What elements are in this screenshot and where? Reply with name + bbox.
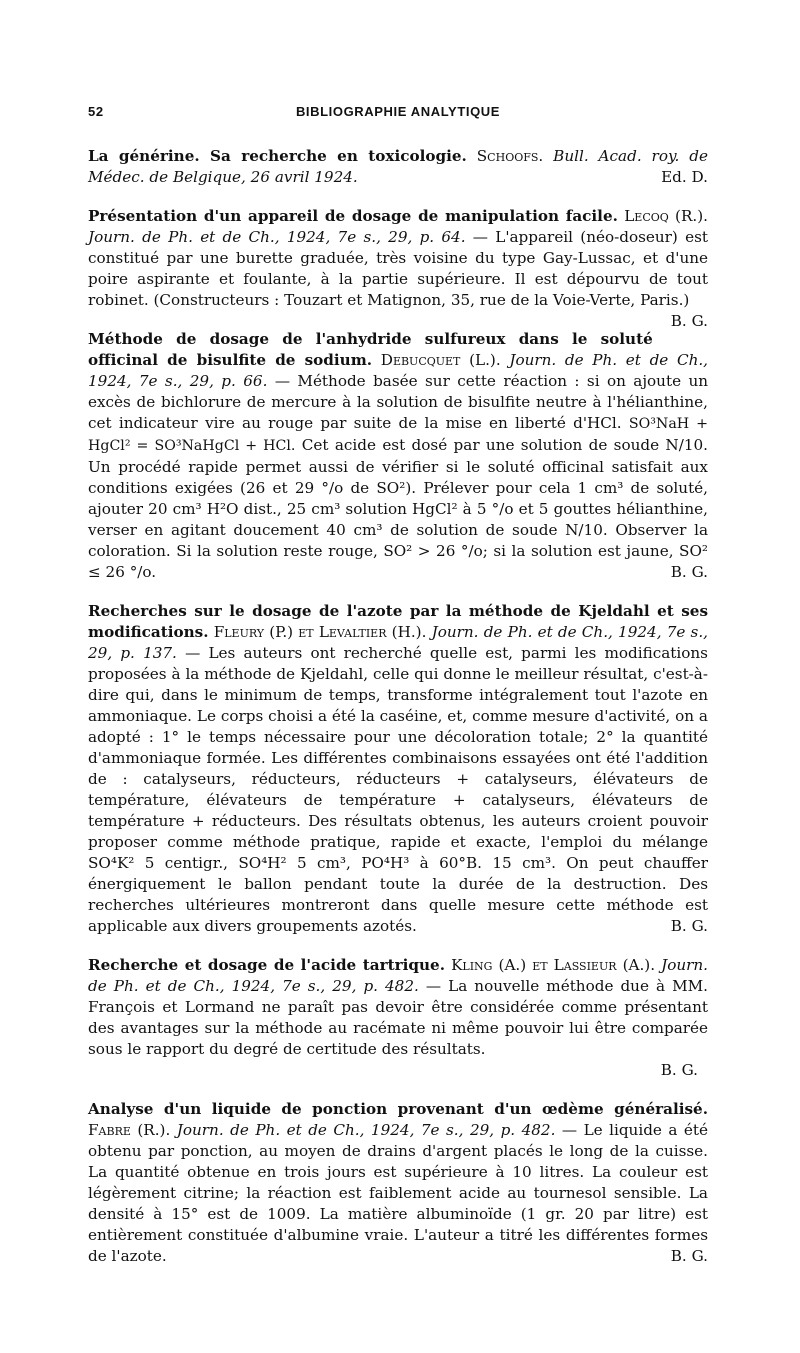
entry-anhydride-sulfureux: [88, 329, 708, 583]
entry-source: Journ. de Ph. et de Ch., 1924, 7e s., 29, p. 66.: [88, 351, 709, 390]
running-header: [88, 104, 708, 126]
entry-source: Bull. Acad. roy. de Médec. de Belgique, 26 avril 1924.: [88, 147, 708, 186]
entry-liquide-ponction: [88, 1099, 708, 1267]
entry-acide-tartrique: [88, 955, 708, 1081]
entry-source: Journ. de Ph. et de Ch., 1924, 7e s., 29, p. 137.: [88, 623, 709, 662]
page-number: 52: [88, 104, 104, 119]
entry-kjeldahl: [88, 601, 708, 937]
entry-source: Journ. de Ph. et de Ch., 1924, 7e s., 29, p. 482.: [176, 1121, 556, 1139]
entry-title: La générine. Sa recherche en toxicologie.: [88, 147, 467, 165]
entry-signature: Ed. D.: [661, 168, 708, 186]
entry-authors: Kling (A.) et Lassieur (A.).: [451, 956, 656, 974]
entry-body: — L'appareil (néo-doseur) est constitué par une burette graduée, très voisine du type Gay-Lussac, et d'une poire aspirante et foulante, à la partie supérieure. Il est dépourvu de tout robinet. (Constructeurs : Touzart et Matignon, 35, rue de la Voie-Verte, Paris.): [88, 228, 708, 309]
entry-generine: [88, 146, 708, 188]
entry-signature: B. G.: [670, 1247, 708, 1265]
running-title: BIBLIOGRAPHIE ANALYTIQUE: [295, 104, 501, 119]
entry-body: — Les auteurs ont recherché quelle est, parmi les modifications proposées à la méthode de Kjeldahl, celle qui donne le meilleur résultat, c'est-à-dire qui, dans le minimum de temps, transforme intégralement tout l'azote en ammoniaque. Le corps choisi a été la caséine, et, comme mesure d'activité, on a adopté : 1° le temps nécessaire pour une décoloration totale; 2° la quantité d'ammoniaque formée. Les différentes combinaisons essayées ont été l'addition de : catalyseurs, réducteurs, réducteurs + catalyseurs, élévateurs de température, élévateurs de température + catalyseurs, élévateurs de température + réducteurs. Des résultats obtenus, les auteurs croient pouvoir proposer comme méthode pratique, rapide et exacte, l'emploi du mélange SO⁴K² 5 centigr., SO⁴H² 5 cm³, PO⁴H³ à 60°B. 15 cm³. On peut chauffer énergiquement le ballon pendant toute la durée de la destruction. Des recherches ultérieures montreront dans quelle mesure cette méthode est applicable aux divers groupements azotés.: [88, 644, 708, 935]
entry-appareil-dosage: [88, 206, 708, 330]
entry-authors: Debucquet (L.).: [380, 351, 501, 369]
entry-body: — Méthode basée sur cette réaction : si on ajoute un excès de bichlorure de mercure à la solution de bisulfite neutre à l'hélianthine, cet indicateur vire au rouge par suite de la mise en liberté d'HCl.: [88, 372, 709, 432]
entry-authors: Schoofs.: [476, 147, 544, 165]
entry-signature: B. G.: [660, 1061, 698, 1079]
entry-source: Journ. de Ph. et de Ch., 1924, 7e s., 29, p. 64.: [88, 228, 466, 246]
entry-signature: B. G.: [670, 312, 708, 330]
entry-body: — La nouvelle méthode due à MM. François et Lormand ne paraît pas devoir être considérée comme présentant des avantages sur la méthode au racémate ni même pouvoir lui être comparée sous le rapport du degré de certitude des résultats.: [88, 977, 709, 1058]
entry-signature: B. G.: [670, 563, 708, 581]
entry-title: Analyse d'un liquide de ponction provenant d'un œdème généralisé.: [88, 1100, 708, 1118]
entry-title: Méthode de dosage de l'anhydride sulfureux dans le soluté officinal de bisulfite de sodium.: [88, 330, 653, 369]
journal-page: [88, 104, 708, 1285]
entry-authors: Fleury (P.) et Levaltier (H.).: [213, 623, 427, 641]
entry-title: Recherche et dosage de l'acide tartrique.: [88, 956, 445, 974]
entry-title: Recherches sur le dosage de l'azote par la méthode de Kjeldahl et ses modifications.: [88, 602, 708, 641]
entry-authors: Fabre (R.).: [88, 1121, 171, 1139]
entry-body-continued: Cet acide est dosé par une solution de soude N/10. Un procédé rapide permet aussi de vérifier si le soluté officinal satisfait aux conditions exigées (26 et 29 °/o de SO²). Prélever pour cela 1 cm³ de soluté, ajouter 20 cm³ H²O dist., 25 cm³ solution HgCl² à 5 °/o et 5 gouttes hélianthine, verser en agitant doucement 40 cm³ de solution de soude N/10. Observer la coloration. Si la solution reste rouge, SO² > 26 °/o; si la solution est jaune, SO² ≤ 26 °/o.: [88, 436, 708, 581]
entry-authors: Lecoq (R.).: [624, 207, 708, 225]
chemical-formula: SO³NaH + HgCl² = SO³NaHgCl + HCl.: [88, 416, 709, 454]
entry-body: — Le liquide a été obtenu par ponction, au moyen de drains d'argent placés le long de la cuisse. La quantité obtenue en trois jours est supérieure à 10 litres. La couleur est légèrement citrine; la réaction est faiblement acide au tournesol sensible. La densité à 15° est de 1009. La matière albuminoïde (1 gr. 20 par litre) est entièrement constituée d'albumine vraie. L'auteur a titré les différentes formes de l'azote.: [88, 1121, 708, 1265]
entry-signature: B. G.: [670, 917, 708, 935]
entry-title: Présentation d'un appareil de dosage de manipulation facile.: [88, 207, 618, 225]
entry-source: Journ. de Ph. et de Ch., 1924, 7e s., 29, p. 482.: [88, 956, 708, 995]
